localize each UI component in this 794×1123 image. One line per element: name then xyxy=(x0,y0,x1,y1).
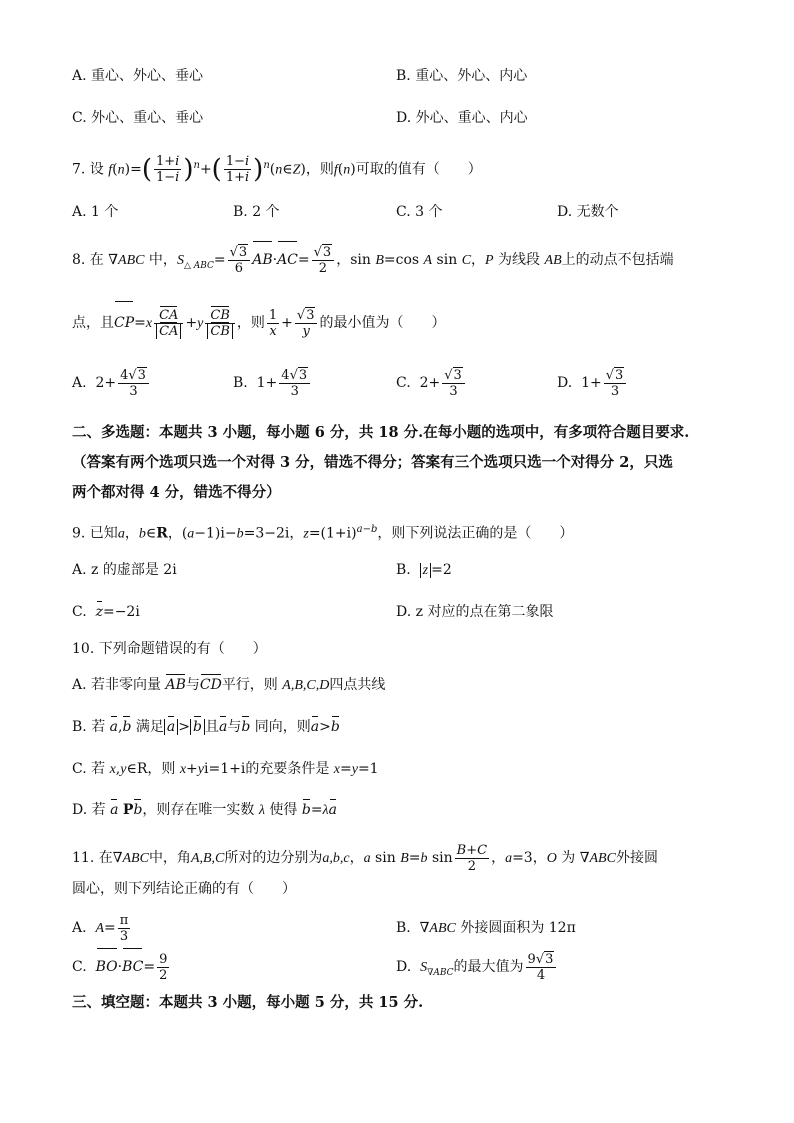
q7-formula: f xyxy=(108,162,113,178)
q10-stem: 10. 下列命题错误的有（ ） xyxy=(72,641,267,657)
q9-option-c: C. z=−2i xyxy=(72,604,140,620)
q11-option-b: B. ∇ABC 外接圆面积为 12π xyxy=(396,920,576,936)
section3-title: 三、填空题：本题共 3 小题，每小题 5 分，共 15 分. xyxy=(72,994,424,1011)
q6-option-c: C. 外心、重心、垂心 xyxy=(72,110,204,126)
q7-option-c: C. 3 个 xyxy=(396,204,443,220)
q8-line2-mid: ，则 xyxy=(236,315,265,331)
q11-option-d: D. $S_{\nabla ABC}$的最大值为 $\frac{9√3}{4}$ xyxy=(396,950,558,984)
q8-option-c: C. 2+ $\frac{√3}{3}$ xyxy=(396,366,467,400)
q10-option-a: A. 若非零向量 AB与CD平行，则 A,B,C,D四点共线 xyxy=(72,677,386,693)
q8-stem-line1: 8. 在 ∇ABC 中，$S_{\triangle ABC}=$ $\frac{√3}{6}$ AB·AC= $\frac{√3}{2}$ ，sin B=cos A sin C，P 为线段 AB上的动点不包括端 xyxy=(72,244,674,276)
q11-option-c: C. BO·BC= $\frac{9}{2}$ xyxy=(72,951,168,983)
q8-option-d: D. 1+ $\frac{√3}{3}$ xyxy=(557,366,628,400)
q6-option-a: A. 重心、外心、垂心 xyxy=(72,68,204,84)
q6-option-d: D. 外心、重心、内心 xyxy=(396,110,528,126)
q8-stem-line2: 点，且CP=x $\frac{CA}{CA}$ +y $\frac{CB}{CB}$ ，则 $\frac{1}{x}$ + $\frac{√3}{y}$ 的最小值为（ ） xyxy=(72,303,445,343)
section2-note-line2: 两个都对得 4 分，错选不得分） xyxy=(72,484,281,501)
q7-option-a: A. 1 个 xyxy=(72,204,119,220)
q8-line1-tail: 上的动点不包括端 xyxy=(561,252,674,268)
section2-title: 二、多选题：本题共 3 小题，每小题 6 分，共 18 分.在每小题的选项中，有多项符合题目要求. xyxy=(72,424,690,441)
section2-note-line1: （答案有两个选项只选一个对得 3 分，错选不得分；答案有三个选项只选一个对得分 2，只选 xyxy=(72,454,673,471)
q10-option-d: D. 若 a Pb，则存在唯一实数 λ 使得 b=λa xyxy=(72,802,337,818)
q7-prefix: 7. 设 xyxy=(72,161,104,178)
q9-stem: 9. 已知a，b∈R，(a−1)i−b=3−2i，$z=(1+i)^{a-b}$，则下列说法正确的是（ ） xyxy=(72,524,574,542)
q9-option-a: A. z 的虚部是 2i xyxy=(72,562,177,578)
q7-suffix: ，则 xyxy=(305,161,334,178)
q11-stem-line2: 圆心，则下列结论正确的有（ ） xyxy=(72,881,296,897)
q8-prefix: 8. 在 xyxy=(72,252,104,268)
q7-stem: 7. 设 f(n)=( $\frac{1+i}{1-i}$ )$^n$+( $\frac{1-i}{1+i}$ )$^n$(n∈Z)，则f(n)可取的值有（ ） xyxy=(72,154,482,186)
q10-option-c: C. 若 x,y∈R，则 x+yi=1+i的充要条件是 x=y=1 xyxy=(72,761,379,777)
q10-option-b: B. 若 a,b 满足 a > b 且a与b 同向，则a>b xyxy=(72,719,340,735)
q9-option-b: B. z =2 xyxy=(396,562,452,578)
q9-option-d: D. z 对应的点在第二象限 xyxy=(396,604,554,620)
q9-prefix: 9. 已知 xyxy=(72,525,118,542)
q11-option-a: A. A= $\frac{\pi}{3}$ xyxy=(72,912,129,944)
q8-option-b: B. 1+ $\frac{4√3}{3}$ xyxy=(233,366,312,400)
q7-option-d: D. 无数个 xyxy=(557,204,619,220)
q8-line2-prefix: 点，且 xyxy=(72,315,114,331)
q7-tail: 可取的值有（ ） xyxy=(355,161,482,178)
q8-option-a: A. 2+ $\frac{4√3}{3}$ xyxy=(72,366,151,400)
q9-tail: ，则下列说法正确的是（ ） xyxy=(377,525,574,542)
q8-line2-tail: 的最小值为（ ） xyxy=(319,315,446,331)
q6-option-b: B. 重心、外心、内心 xyxy=(396,68,528,84)
q11-stem-line1: 11. 在∇ABC中，角A,B,C所对的边分别为a,b,c，a sin B=b sin $\frac{B+C}{2}$ ，a=3，O 为 ∇ABC外接圆 xyxy=(72,842,658,874)
q7-option-b: B. 2 个 xyxy=(233,204,280,220)
